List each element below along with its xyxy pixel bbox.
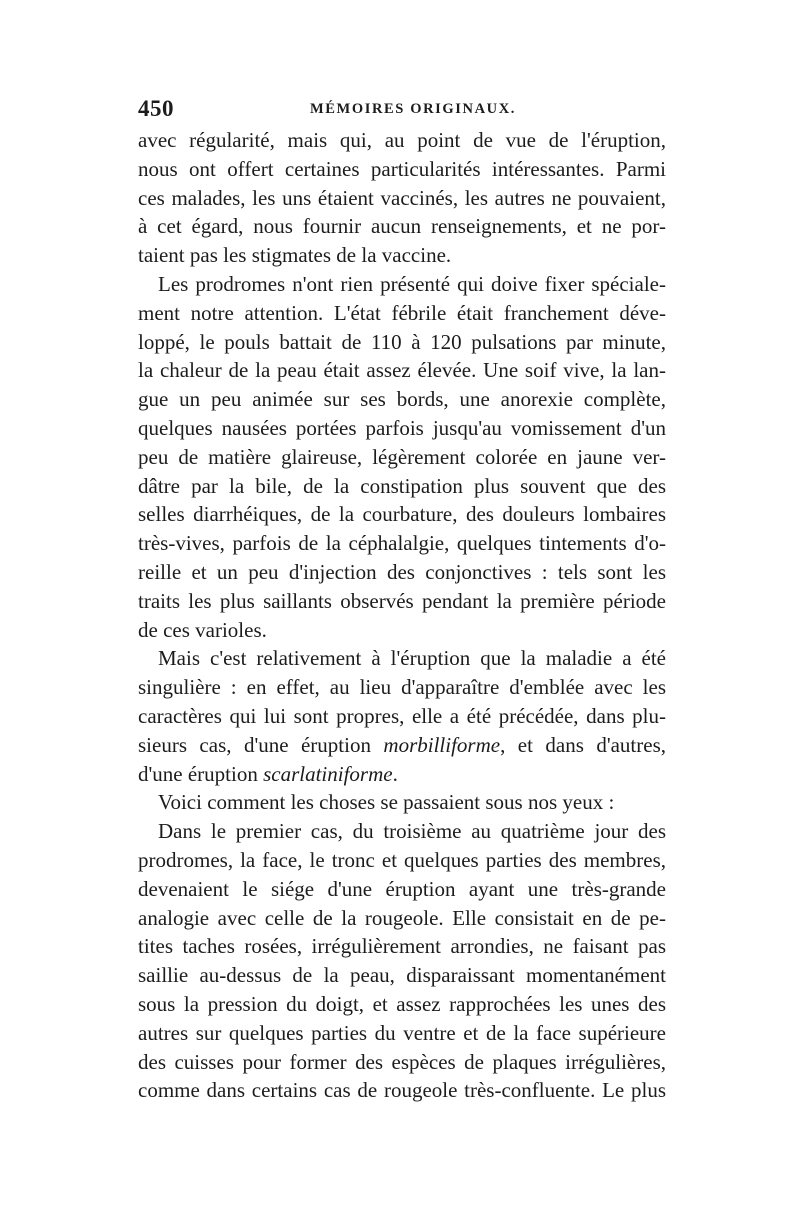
text-line: la chaleur de la peau était assez élevée. Une soif vive, la lan- [138, 358, 666, 383]
text-line: sous la pression du doigt, et assez rapprochées les unes des [138, 991, 666, 1016]
page-number: 450 [138, 96, 174, 121]
text-line: des cuisses pour former des espèces de plaques irrégulières, [138, 1049, 666, 1074]
text-segment: d'une éruption [138, 761, 264, 786]
text-line: peu de matière glaireuse, légèrement colorée en jaune ver- [138, 444, 666, 469]
text-line: très-vives, parfois de la céphalalgie, quelques tintements d'o- [138, 531, 666, 556]
text-line: singulière : en effet, au lieu d'apparaître d'emblée avec les [138, 675, 666, 700]
text-line: traits les plus saillants observés pendant la première période [138, 588, 666, 613]
text-segment: , et dans d'autres, [500, 732, 666, 757]
text-line: Dans le premier cas, du troisième au quatrième jour des [158, 819, 666, 844]
text-line: Mais c'est relativement à l'éruption que la maladie a été [158, 646, 666, 671]
text-line: tites taches rosées, irrégulièrement arrondies, ne faisant pas [138, 934, 666, 959]
text-line: Voici comment les choses se passaient sous nos yeux : [158, 790, 615, 815]
text-line: reille et un peu d'injection des conjonctives : tels sont les [138, 559, 666, 584]
text-line: analogie avec celle de la rougeole. Elle consistait en de pe- [138, 905, 666, 930]
text-segment: . [392, 761, 398, 786]
text-line: comme dans certains cas de rougeole très-confluente. Le plus [138, 1078, 666, 1103]
text-line: avec régularité, mais qui, au point de vue de l'éruption, [138, 128, 666, 152]
text-line: ment notre attention. L'état fébrile était franchement déve- [138, 300, 666, 325]
text-line: de ces varioles. [138, 617, 267, 642]
text-line: quelques nausées portées parfois jusqu'au vomissement d'un [138, 415, 666, 440]
text-line [138, 760, 666, 789]
text-line: loppé, le pouls battait de 110 à 120 pulsations par minute, [138, 329, 666, 354]
text-line: caractères qui lui sont propres, elle a été précédée, dans plu- [138, 703, 666, 728]
text-segment: sieurs cas, d'une éruption [138, 732, 384, 757]
text-line: Les prodromes n'ont rien présenté qui doive fixer spéciale- [158, 271, 666, 296]
running-head: MÉMOIRES ORIGINAUX. [310, 101, 517, 117]
text-line: gue un peu animée sur ses bords, une anorexie complète, [138, 387, 666, 412]
text-line: nous ont offert certaines particularités intéressantes. Parmi [138, 156, 666, 181]
text-line: ces malades, les uns étaient vaccinés, les autres ne pouvaient, [138, 185, 666, 210]
text-line: taient pas les stigmates de la vaccine. [138, 243, 452, 268]
text-line: dâtre par la bile, de la constipation plus souvent que des [138, 473, 666, 498]
italic-term: scarlatiniforme [263, 761, 393, 786]
text-line: devenaient le siége d'une éruption ayant une très-grande [138, 876, 666, 901]
text-line [138, 731, 666, 760]
text-line: selles diarrhéiques, de la courbature, des douleurs lombaires [138, 502, 666, 527]
text-line: prodromes, la face, le tronc et quelques parties des membres, [138, 847, 666, 872]
text-line: autres sur quelques parties du ventre et de la face supérieure [138, 1020, 666, 1045]
page-header [138, 96, 666, 126]
text-line: à cet égard, nous fournir aucun renseignements, et ne por- [138, 214, 666, 239]
italic-term: morbilliforme [383, 732, 501, 757]
body-text [138, 126, 666, 1105]
text-line: saillie au-dessus de la peau, disparaissant momentanément [138, 963, 666, 988]
